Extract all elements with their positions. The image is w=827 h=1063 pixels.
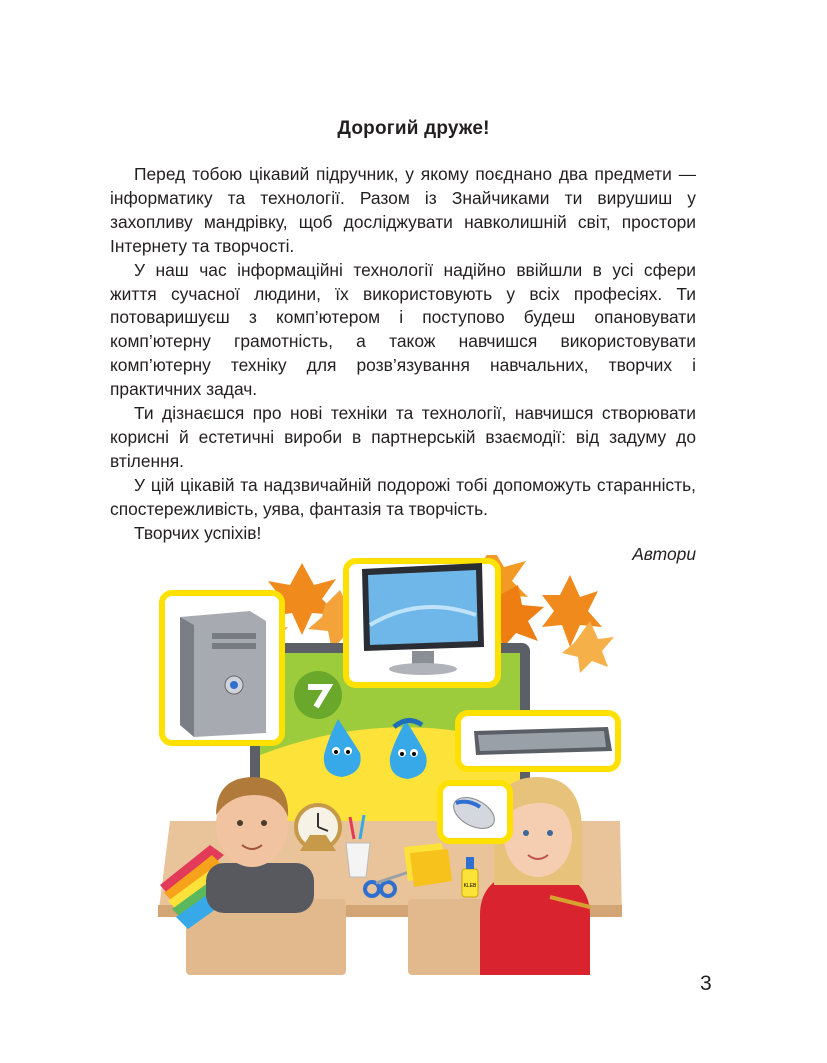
paragraph-journey: У цій цікавій та надзвичайній подорожі тобі допоможуть старанність, спостережливість, уява, фантазія та творчість.: [110, 474, 696, 519]
glue-label: KLEB: [463, 883, 477, 889]
clock-icon: [296, 805, 340, 851]
paragraph-skills: Ти дізнаєшся про нові техніки та технології, навчишся створювати корисні й естетичні вироби в партнерській взаємодії: від задуму до втілення.: [110, 403, 696, 471]
mouse-card: [440, 783, 510, 841]
classroom-illustration: [150, 555, 630, 975]
paragraph-technologies: У наш час інформаційні технології надійно ввійшли в усі сфери життя сучасної людини, їх використовують у всіх професіях. Ти потоваришуєш з комп’ютером і поступово будеш опановувати комп’ютерну грамотність, а також навчишся використовувати комп’ютерну техніку для розв’язування навчальних, творчих і практичних задач.: [110, 259, 696, 400]
page-number: 3: [700, 972, 712, 995]
paragraph-intro: Перед тобою цікавий підручник, у якому поєднано два предмети — інформатику та технології. Разом із Знайчиками ти вирушиш у захопливу мандрівку, щоб досліджувати навколишній світ, простори Інтернету та творчості.: [110, 164, 696, 256]
monitor-card: [346, 561, 498, 685]
letter-heading: Дорогий друже!: [337, 118, 490, 139]
paragraph-wishes: Творчих успіхів!: [134, 522, 262, 543]
system-unit-card: [162, 593, 282, 743]
keyboard-card: [458, 713, 618, 769]
signature-authors: Автори: [632, 544, 696, 564]
letter-body: [110, 163, 696, 546]
